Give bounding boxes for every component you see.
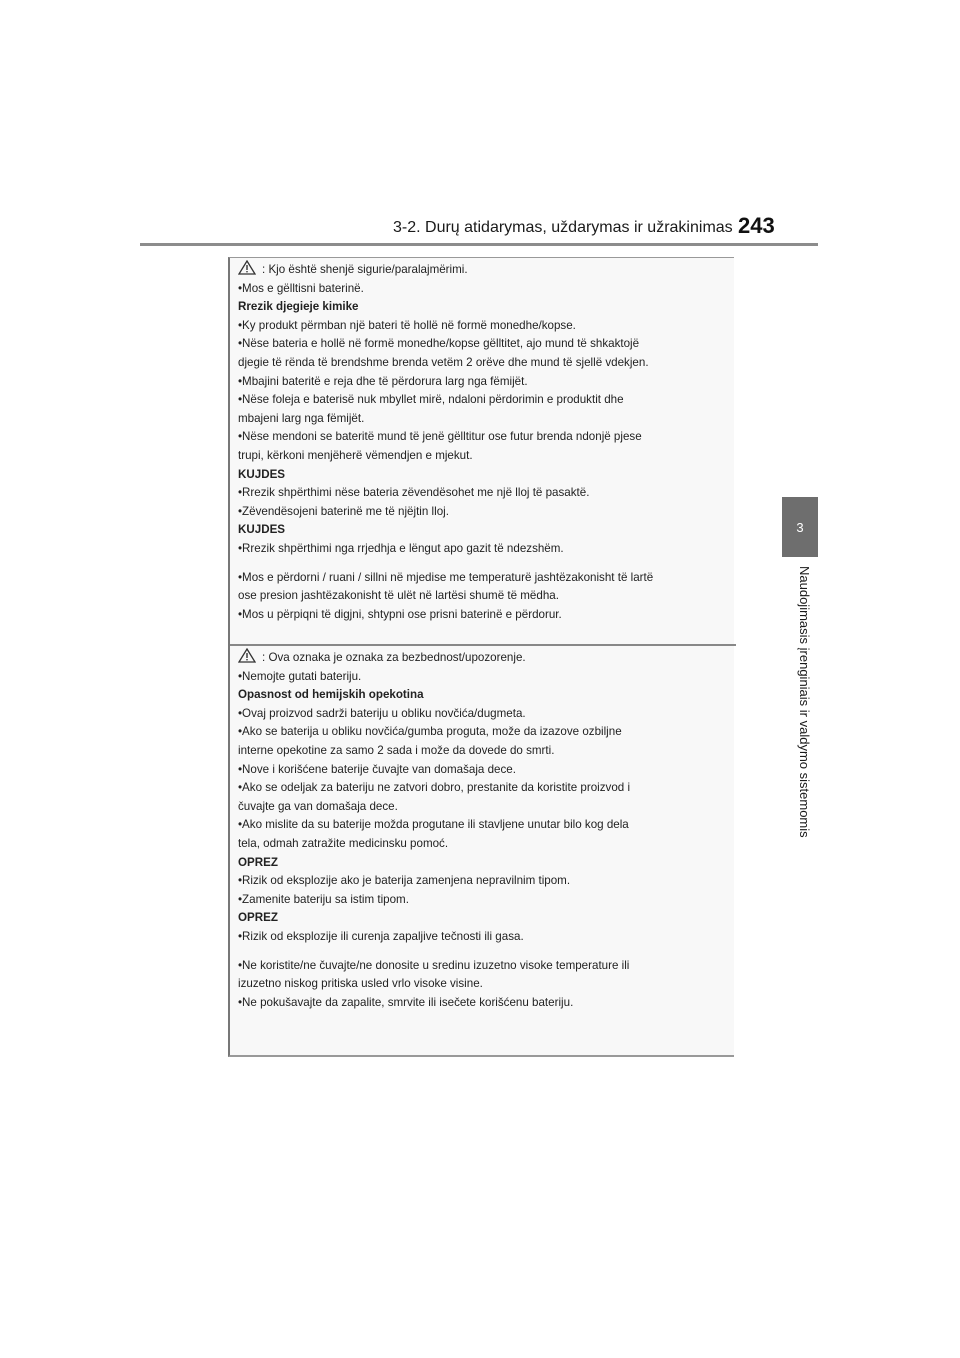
header-rule <box>140 243 818 246</box>
warning-line-text: tela, odmah zatražite medicinsku pomoć. <box>238 836 449 850</box>
warning-triangle-icon <box>238 648 256 663</box>
warning-line <box>238 373 708 392</box>
warning-line-text: •Nëse mendoni se bateritë mund të jenë gëlltitur ose futur brenda ndonjë pjese <box>238 430 642 444</box>
warning-line-text: Opasnost od hemijskih opekotina <box>238 688 424 702</box>
warning-line <box>238 742 708 761</box>
warning-line <box>238 587 708 606</box>
warning-heading <box>238 521 708 540</box>
warning-line-text: •Zëvendësojeni baterinë me të njëjtin lloj. <box>238 504 449 518</box>
warning-line-text: mbajeni larg nga fëmijët. <box>238 411 365 425</box>
warning-line-text: •Nëse bateria e hollë në formë monedhe/kopse gëlltitet, ajo mund të shkaktojë <box>238 337 640 351</box>
warning-line-text: •Mos u përpiqni të digjni, shtypni ose prisni baterinë e përdorur. <box>238 607 562 621</box>
warning-block-serbian <box>238 648 708 1012</box>
warning-line-text: •Ako mislite da su baterije možda progutane ili stavljene unutar bilo kog dela <box>238 818 629 832</box>
warning-line <box>238 975 708 994</box>
warning-line <box>238 335 708 354</box>
warning-line-text: •Nove i korišćene baterije čuvajte van domašaja dece. <box>238 762 516 776</box>
warning-line-text: •Rrezik shpërthimi nga rrjedhja e lëngut apo gazit të ndezshëm. <box>238 541 564 555</box>
warning-heading <box>238 466 708 485</box>
warning-line <box>238 410 708 429</box>
warning-line-text: •Ako se baterija u obliku novčića/gumba proguta, može da izazove ozbiljne <box>238 725 622 739</box>
warning-line-text: •Mos e gëlltisni baterinë. <box>238 281 364 295</box>
warning-line <box>238 668 708 687</box>
warning-line-text: KUJDES <box>238 467 286 481</box>
warning-line <box>238 484 708 503</box>
warning-line <box>238 723 708 742</box>
chapter-tab <box>782 497 818 557</box>
warning-divider <box>230 644 736 646</box>
section-title: 3-2. Durų atidarymas, uždarymas ir užrakinimas <box>393 219 733 236</box>
warning-line <box>238 540 708 559</box>
warning-line-text: OPREZ <box>238 855 278 869</box>
warning-line-text: •Ky produkt përmban një bateri të hollë në formë monedhe/kopse. <box>238 318 576 332</box>
warning-line <box>238 648 708 668</box>
warning-line-text: : Kjo është shenjë sigurie/paralajmërimi. <box>262 263 468 276</box>
warning-line-text: Rrezik djegieje kimike <box>238 300 359 314</box>
warning-heading <box>238 909 708 928</box>
warning-line-text: •Rrezik shpërthimi nëse bateria zëvendësohet me një lloj të pasaktë. <box>238 486 590 500</box>
scanned-warning-label <box>228 257 734 1057</box>
warning-line <box>238 569 708 588</box>
warning-line-text: •Mbajini bateritë e reja dhe të përdorura larg nga fëmijët. <box>238 374 528 388</box>
warning-line <box>238 798 708 817</box>
warning-line-text: •Ako se odeljak za bateriju ne zatvori dobro, prestanite da koristite proizvod i <box>238 781 631 795</box>
warning-line-text: interne opekotine za samo 2 sada i može da dovede do smrti. <box>238 743 555 757</box>
warning-line <box>238 503 708 522</box>
chapter-side-title: Naudojimasis įrenginiais ir valdymo sistemomis <box>797 566 812 838</box>
warning-line <box>238 779 708 798</box>
warning-line <box>238 761 708 780</box>
warning-line <box>238 872 708 891</box>
warning-line <box>238 957 708 976</box>
warning-line <box>238 928 708 947</box>
warning-line-text: djegie të rënda të brendshme brenda vetëm 2 orëve dhe mund të sjellë vdekjen. <box>238 355 649 369</box>
warning-line <box>238 428 708 447</box>
warning-line <box>238 447 708 466</box>
warning-line <box>238 606 708 625</box>
warning-line-text: •Rizik od eksplozije ako je baterija zamenjena nepravilnim tipom. <box>238 874 571 888</box>
warning-line-text: : Ova oznaka je oznaka za bezbednost/upozorenje. <box>262 651 526 664</box>
warning-line-text: •Nemojte gutati bateriju. <box>238 669 362 683</box>
warning-line <box>238 891 708 910</box>
warning-line <box>238 317 708 336</box>
warning-line-text: •Nëse foleja e baterisë nuk mbyllet mirë, ndaloni përdorimin e produktit dhe <box>238 393 624 407</box>
chapter-number: 3 <box>796 519 804 535</box>
warning-heading <box>238 854 708 873</box>
warning-line-text: izuzetno niskog pritiska usled vrlo visoke visine. <box>238 977 483 991</box>
warning-triangle-icon <box>238 260 256 275</box>
warning-line <box>238 354 708 373</box>
warning-line <box>238 260 708 280</box>
warning-line-text: •Ne pokušavajte da zapalite, smrvite ili isečete korišćenu bateriju. <box>238 995 574 1009</box>
warning-heading <box>238 298 708 317</box>
warning-line <box>238 280 708 299</box>
warning-line-text: OPREZ <box>238 911 278 925</box>
warning-line-text: •Ovaj proizvod sadrži bateriju u obliku novčića/dugmeta. <box>238 706 526 720</box>
warning-line-text: trupi, kërkoni menjëherë vëmendjen e mjekut. <box>238 448 473 462</box>
warning-line <box>238 816 708 835</box>
warning-line-text: KUJDES <box>238 523 286 537</box>
warning-line-text: čuvajte ga van domašaja dece. <box>238 799 398 813</box>
warning-line <box>238 705 708 724</box>
page-number: 243 <box>738 213 775 238</box>
warning-line <box>238 994 708 1013</box>
warning-line <box>238 835 708 854</box>
warning-line-text: ose presion jashtëzakonisht të ulët në lartësi shumë të mëdha. <box>238 589 559 603</box>
warning-line-text: •Zamenite bateriju sa istim tipom. <box>238 892 409 906</box>
warning-line-text: •Ne koristite/ne čuvajte/ne donosite u sredinu izuzetno visoke temperature ili <box>238 958 630 972</box>
warning-line-text: •Rizik od eksplozije ili curenja zapaljive tečnosti ili gasa. <box>238 929 524 943</box>
warning-line-text: •Mos e përdorni / ruani / sillni në mjedise me temperaturë jashtëzakonisht të lartë <box>238 570 654 584</box>
page-header <box>0 0 960 250</box>
warning-line <box>238 391 708 410</box>
warning-heading <box>238 686 708 705</box>
warning-block-albanian <box>238 260 708 624</box>
